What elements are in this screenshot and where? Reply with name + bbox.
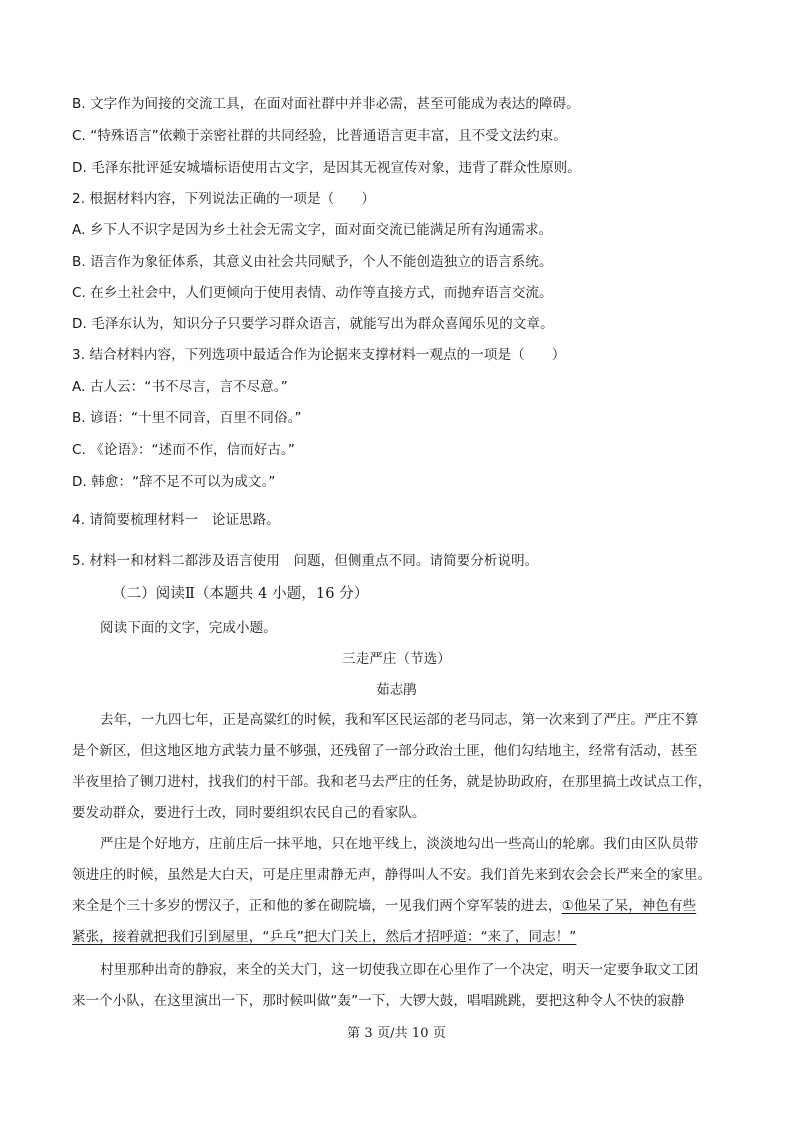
section-title: （二）阅读Ⅱ（本题共 4 小题，16 分） bbox=[112, 586, 369, 602]
article-paragraph-2-line-3-text: 来全是个三十多岁的愣汉子，正和他的爹在砌院墙，一见我们两个穿军装的进去， bbox=[72, 898, 562, 914]
article-paragraph-1-line-4: 要发动群众，要进行土改，同时要组织农民自己的看家队。 bbox=[72, 805, 426, 821]
q2-option-c: C. 在乡土社会中，人们更倾向于使用表情、动作等直接方式，而抛弃语言交流。 bbox=[72, 285, 553, 301]
article-paragraph-3-line-1: 村里那种出奇的静寂，来全的关大门，这一切使我立即在心里作了一个决定，明天一定要争取文工团 bbox=[100, 962, 699, 978]
q1-option-c: C. “特殊语言”依赖于亲密社群的共同经验，比普通语言更丰富，且不受文法约束。 bbox=[72, 128, 567, 144]
article-paragraph-1-line-3: 半夜里拾了铡刀进村，找我们的村干部。我和老马去严庄的任务，就是协助政府，在那里搞土改试点工作， bbox=[72, 774, 712, 790]
q3-option-c: C. 《论语》：“述而不作，信而好古。” bbox=[72, 442, 295, 458]
article-paragraph-2-line-3 bbox=[72, 896, 696, 916]
q3-option-a: A. 古人云：“书不尽言，言不尽意。” bbox=[72, 379, 288, 395]
q2-stem: 2. 根据材料内容，下列说法正确的一项是（ ） bbox=[72, 191, 376, 207]
q2-option-d: D. 毛泽东认为，知识分子只要学习群众语言，就能写出为群众喜闻乐见的文章。 bbox=[72, 316, 554, 332]
q3-option-b: B. 谚语：“十里不同音，百里不同俗。” bbox=[72, 410, 302, 426]
q2-option-b: B. 语言作为象征体系，其意义由社会共同赋予，个人不能创造独立的语言系统。 bbox=[72, 254, 553, 270]
article-paragraph-1-line-2: 是个新区，但这地区地方武装力量不够强，还残留了一部分政治土匪，他们勾结地主，经常有活动，甚至 bbox=[72, 743, 698, 759]
q4-question: 4. 请简要梳理材料一 论证思路。 bbox=[72, 512, 280, 528]
article-title: 三走严庄（节选） bbox=[342, 651, 451, 667]
q1-option-d: D. 毛泽东批评延安城墙标语使用古文字，是因其无视宣传对象，违背了群众性原则。 bbox=[72, 160, 581, 176]
article-paragraph-3-line-2: 来一个小队，在这里演出一下，那时候叫做“轰”一下，大锣大鼓，唱唱跳跳，要把这种令人不快的寂静 bbox=[72, 993, 685, 1009]
underlined-sentence-1-end: 紧张，接着就把我们引到屋里，“乒乓”把大门关上，然后才招呼道：“来了，同志！” bbox=[72, 929, 577, 945]
page-number-footer: 第 3 页/共 10 页 bbox=[347, 1026, 446, 1041]
article-author: 茹志鹃 bbox=[376, 682, 417, 698]
q3-option-d: D. 韩愈：“辞不足不可以为成文。” bbox=[72, 474, 276, 490]
q5-question: 5. 材料一和材料二都涉及语言使用 问题，但侧重点不同。请简要分析说明。 bbox=[72, 553, 539, 569]
reading-instruction: 阅读下面的文字，完成小题。 bbox=[100, 620, 277, 636]
q3-stem: 3. 结合材料内容，下列选项中最适合作为论据来支撑材料一观点的一项是（ ） bbox=[72, 347, 566, 363]
article-paragraph-2-line-1: 严庄是个好地方，庄前庄后一抹平地，只在地平线上，淡淡地勾出一些高山的轮廓。我们由区队员带 bbox=[100, 836, 699, 852]
article-paragraph-1-line-1: 去年，一九四七年，正是高粱红的时候，我和军区民运部的老马同志，第一次来到了严庄。严庄不算 bbox=[100, 712, 699, 728]
q1-option-b: B. 文字作为间接的交流工具，在面对面社群中并非必需，甚至可能成为表达的障碍。 bbox=[72, 96, 580, 112]
article-paragraph-2-line-2: 领进庄的时候，虽然是大白天，可是庄里肃静无声，静得叫人不安。我们首先来到农会会长严来全的家里。 bbox=[72, 867, 712, 883]
underlined-sentence-1-start: ①他呆了呆，神色有些 bbox=[561, 898, 697, 914]
q2-option-a: A. 乡下人不识字是因为乡土社会无需文字，面对面交流已能满足所有沟通需求。 bbox=[72, 222, 553, 238]
